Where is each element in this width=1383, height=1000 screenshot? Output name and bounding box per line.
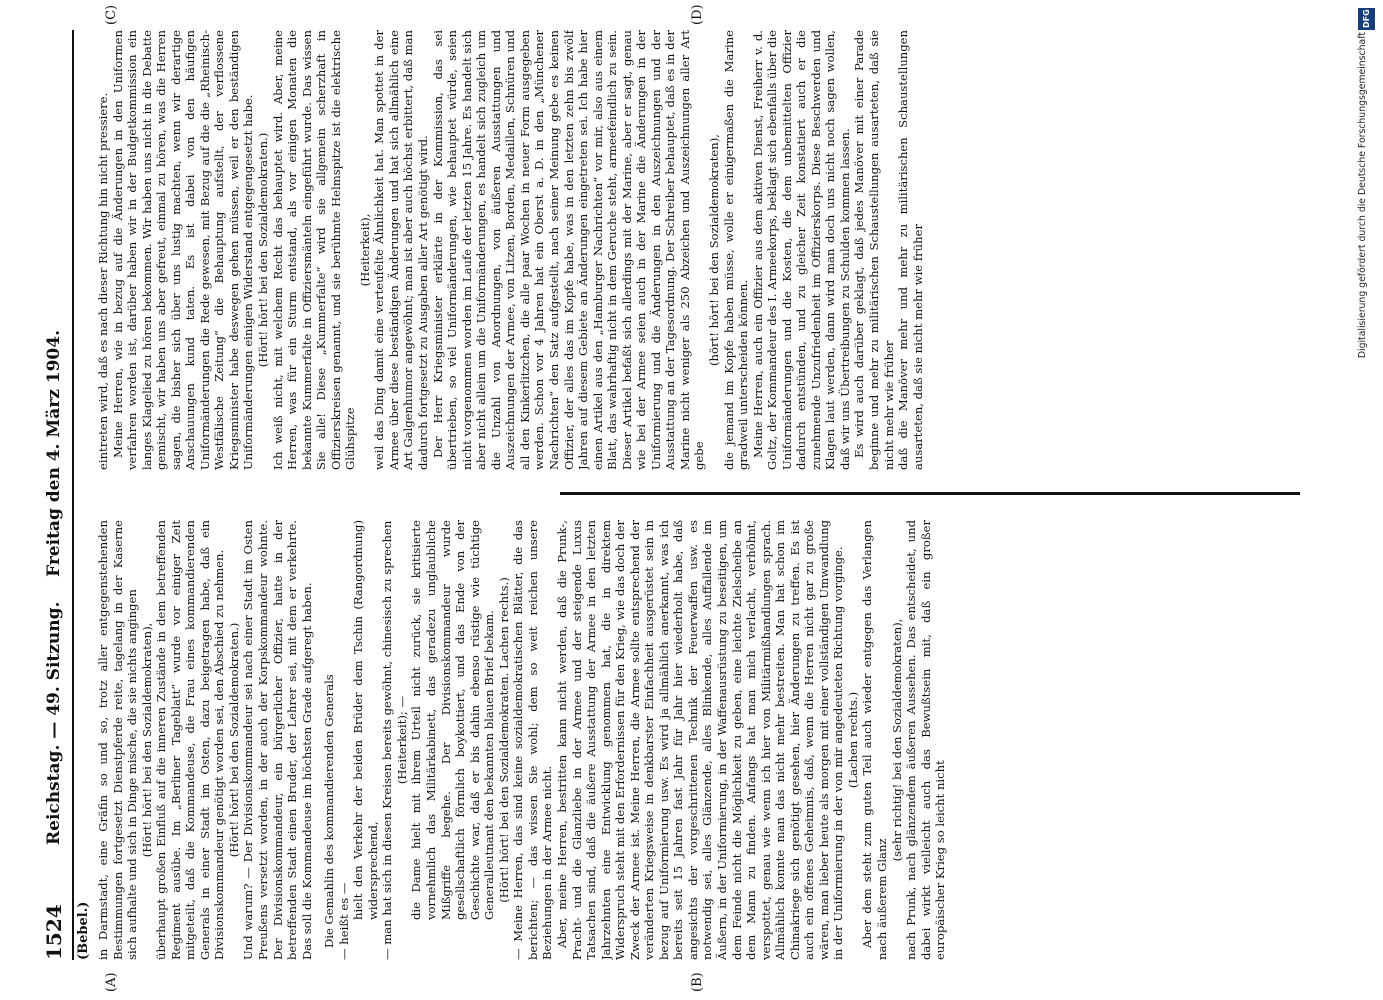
- paragraph: eintreten wird, daß es nach dieser Richtung hin nicht pressiere.: [96, 92, 110, 470]
- session-date: Freitag den 4. März 1904.: [44, 330, 64, 577]
- paragraph: Aber dem steht zum guten Teil auch wieder entgegen das Verlangen nach äußerem Glanz: [860, 520, 889, 960]
- interjection: (Hört! hört! bei den Sozialdemokraten),: [139, 622, 154, 858]
- digitization-sidebar: [1353, 8, 1381, 993]
- quote-paragraph: die Dame hielt mit ihrem Urteil nicht zurück, sie kritisierte vornehmlich das Militärkabinett, das geradezu unglaubliche Mißgriffe begehe. Der Divisionskommandeur wurde gesellschaftlich förmlich boykottiert, und das Ende von der Geschichte war, daß er bis dahin ebenso rüstige wie tüchtige Generalleutnant den bekannten blauen Brief bekam.: [409, 520, 497, 920]
- speaker-label: (Bebel.): [76, 901, 91, 960]
- paragraph: die jemand im Kopfe haben müsse, wolle er einigermaßen die Marine gradweil unterscheiden können.: [721, 30, 751, 470]
- paragraph: Aber, meine Herren, bestritten kann nicht werden, daß die Prunk-, Pracht- und die Glanzliebe in der Armee und der steigende Luxus Tatsachen sind, daß die äußere Ausstattung der Armee in den letzten Jahrzehnten eine Entwicklung genommen hat, die in direktem Widerspruch steht mit den Erfordernissen für den Krieg, wie das doch der Zweck der Armee ist. Meine Herren, die Armee sollte entsprechend der veränderten Kriegsweise in denkbarster Einfachheit ausgerüstet sein in bezug auf Uniformierung usw. Es wird ja allmählich anerkannt, was ich bereits seit 15 Jahren fast Jahr für Jahr hier wiederholt habe, daß angesichts der vorgeschrittenen Technik der Feuerwaffen usw. es notwendig sei, alles Glänzende, alles Blinkende, alles Auffallende im Äußern, in der Uniformierung, in der Waffenausrüstung zu beseitigen, um dem Feinde nicht die Möglichkeit zu geben, eine leichte Zielscheibe an dem Mann zu finden. Anfangs hat man mich verlacht, verhöhnt, verspottet, genau wie wenn ich hier von Militärmißhandlungen sprach. Allmählich konnte man das nicht mehr bestreiten. Man hat schon im Chinakriege sich genötigt gesehen, hier Änderungen zu treffen. Es ist auch ein offenes Geheimnis, daß, wenn die Herren nicht gar zu große wären, man lieber heute als morgen mit einer vollständigen Umwandlung in der Uniformierung in der von mir angedeuteten Richtung vorginge.: [554, 520, 846, 960]
- interjection: (Hört! hört! bei den Sozialdemokraten.): [226, 622, 241, 858]
- interjection: (Hört! hört! bei den Sozialdemokraten.): [256, 132, 271, 368]
- session-title: Reichstag. — 49. Sitzung.: [44, 601, 64, 845]
- paragraph: Ich weiß nicht, mit welchem Recht das behauptet wird. Aber, meine Herren, was für ein Sturm entstand, als vor einigen Monaten die bekannte Kummerfalte in Offiziersmänteln eingeführt wurde. Das wissen Sie alle! Diese „Kummerfalte“ wird sie allgemein scherzhaft in Offizierskreisen genannt, und sie berühmte Helmspitze ist die elektrische Glühspitze: [270, 30, 358, 470]
- paragraph: Es wird auch darüber geklagt, daß jedes Manöver mit einer Parade beginne und mehr zu militärischen Schaustellungen ausarteten, daß sie nicht mehr wie früher: [852, 30, 896, 470]
- interjection: (Heiterkeit),: [357, 213, 372, 287]
- margin-marker-a: (A): [104, 972, 119, 992]
- paragraph: — man hat sich in diesen Kreisen bereits gewöhnt, chinesisch zu sprechen: [380, 520, 395, 960]
- interjection: (Lachen rechts.): [845, 691, 860, 789]
- margin-marker-b: (B): [690, 972, 705, 992]
- column-rule: [560, 492, 1300, 495]
- paragraph: Der Herr Kriegsminister erklärte in der Kommission, das sei übertrieben, so viel Uniformänderungen, wie behauptet würde, seien nicht vorgenommen worden im Laufe der letzten 15 Jahre. Es handelt sich aber nicht allein um die Uniformänderungen, es handelt sich zugleich um die Unzahl von Anordnungen, von äußeren Ausstattungen und Auszeichnungen der Armee, von Litzen, Borden, Medaillen, Schnüren und all den Kinkerlitzchen, die alle paar Wochen in neuer Form ausgegeben werden. Schon vor 4 Jahren hat ein Oberst a. D. in den „Münchener Nachrichten“ den Satz aufgestellt, nach seiner Meinung gebe es keinen Offizier, der alles das im Kopfe habe, was in den letzten zehn bis zwölf Jahren auf diesem Gebiete an Änderungen eingetreten sei. Ich habe hier einen Artikel aus den „Hamburger Nachrichten“ vor mir, also aus einem Blatt, das wahrhaftig nicht in dem Geruche steht, armeefeindlich zu sein. Dieser Artikel befaßt sich allerdings mit der Marine, aber er sagt, genau wie bei der Armee seien auch in der Marine die Änderungen in der Uniformierung und die Änderungen in den Auszeichnungen und der Ausstattung an der Tagesordnung. Der Schreiber behauptet, daß es in der Marine nicht weniger als 250 Abzeichen und Auszeichnungen aller Art gebe: [430, 30, 707, 470]
- paragraph: daß die Manöver mehr und mehr zu militärischen Schaustellungen ausarteten, daß sie nicht mehr wie früher: [896, 30, 925, 470]
- paragraph: Meine Herren, auch ein Offizier aus dem aktiven Dienst, Freiherr v. d. Goltz, der Kommandeur des I. Armeekorps, beklagt sich ebenfalls über die Uniformänderungen und die Kosten, die dem unbemittelten Offizier dadurch entstünden, und zu gleicher Zeit konstatiert auch er die zunehmende Unzufriedenheit im Offizierskorps. Diese Beschwerden und Klagen laut werden, dann wird man doch uns nicht noch sagen wollen, daß wir uns Übertreibungen zu Schulden kommen lassen.: [750, 30, 852, 470]
- left-text-column: [96, 520, 1276, 960]
- interjection: (hört! hört! bei den Sozialdemokraten),: [706, 134, 721, 366]
- quote-paragraph: hielt den Verkehr der beiden Brüder dem Tschin (Rangordnung) widersprechend,: [351, 520, 380, 920]
- right-text-column: [96, 30, 1276, 470]
- interjection: (sehr richtig! bei den Sozialdemokraten),: [889, 618, 904, 862]
- paragraph: in Darmstadt, eine Gräfin so und so, trotz aller entgegenstehenden Bestimmungen fortgesetzt Dienstpferde reite, tagelang in der Kaserne sich aufhalte und sich in Dinge mische, die sie nichts angingen: [96, 520, 140, 960]
- dfg-logo: DFG: [1358, 8, 1375, 30]
- margin-marker-c: (C): [104, 4, 119, 25]
- paragraph: nach Prunk, nach glänzendem äußeren Aussehen. Das entscheidet, und dabei wirkt vielleicht auch das Bewußtsein mit, daß ein großer europäischer Krieg so leicht nicht: [904, 520, 948, 960]
- funding-credit: Digitalisierung gefördert durch die Deutsche Forschungsgemeinschaft: [1357, 32, 1368, 359]
- paragraph: weil das Ding damit eine verteufelte Ähnlichkeit hat. Man spottet in der Armee über diese beständigen Änderungen und hat sich allmählich eine Art Galgenhumor angewöhnt; man ist aber auch höchst erbittert, daß man dadurch fortgesetzt zu Ausgaben aller Art genötigt wird.: [372, 30, 431, 470]
- paragraph: Und warum? — Der Divisionskommandeur sei nach einer Stadt im Osten Preußens versetzt worden, in der auch der Korpskommandeur wohnte. Der Divisionskommandeur, ein bürgerlicher Offizier, hatte in der betreffenden Stadt einen Bruder, der Lehrer sei, mit dem er verkehrte. Das soll die Kommandeuse im höchsten Grade aufgeregt haben.: [241, 520, 314, 960]
- paragraph: überhaupt großen Einfluß auf die inneren Zustände in dem betreffenden Regiment ausübe. Im „Berliner Tageblatt“ wurde vor einiger Zeit mitgeteilt, daß die Kommandeuse, die Frau eines kommandierenden Generals in einer Stadt im Osten, dazu beigetragen habe, daß ein Divisionskommandeur genötigt worden sei, den Abschied zu nehmen.: [154, 520, 227, 960]
- interjection: (Hört! hört! bei den Sozialdemokraten. Lachen rechts.): [496, 577, 511, 903]
- paragraph: — Meine Herren, das sind keine sozialdemokratischen Blätter, die das berichten; — das wissen Sie wohl; dem so weit reichen unsere Beziehungen in der Armee nicht.: [511, 520, 555, 960]
- paragraph: — heißt es —: [336, 882, 351, 960]
- paragraph: Die Gemahlin des kommandierenden Generals: [322, 674, 337, 948]
- interjection: (Heiterkeit); —: [394, 695, 409, 785]
- margin-marker-d: (D): [690, 4, 705, 25]
- paragraph: Meine Herren, wie in bezug auf die Änderungen in den Uniformen verfahren worden ist, darüber haben wir in der Budgetkommission ein langes Klagelied zu hören bekommen. Wir haben uns nicht in die Debatte gemischt, wir haben uns aber gefreut, einmal zu hören, was die Herren sagen, die bisher sich über uns lustig machten, wenn wir derartige Anschauungen kund taten. Es ist dabei von den häufigen Uniformänderungen die Rede gewesen, mit Bezug auf die die „Rheinisch-Westfälische Zeitung“ die Behauptung aufstellt, der verflossene Kriegsminister habe deswegen gehen müssen, weil er den beständigen Uniformänderungen einigen Widerstand entgegengesetzt habe.: [110, 30, 256, 470]
- page-header: [40, 30, 74, 960]
- page-number: 1524: [42, 904, 66, 960]
